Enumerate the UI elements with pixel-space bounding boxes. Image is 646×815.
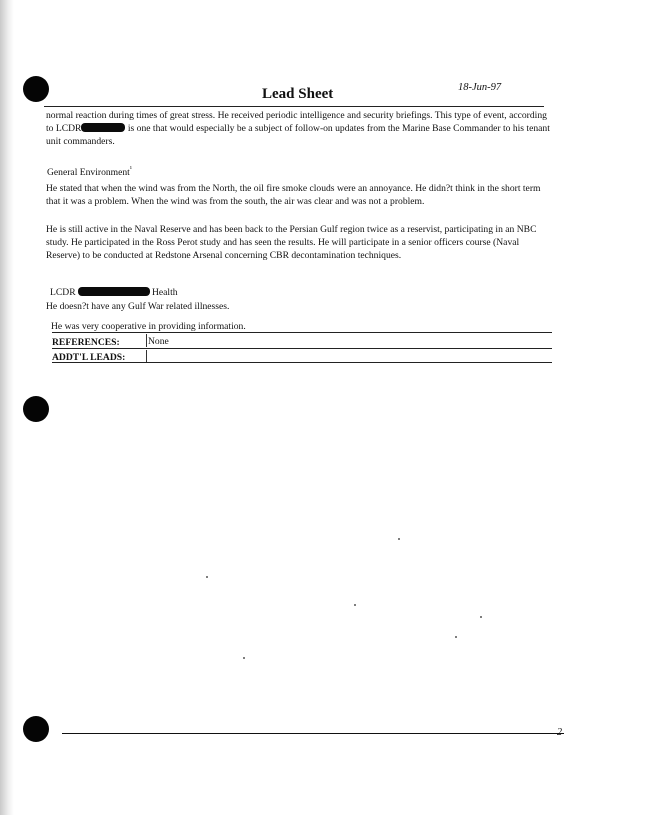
scan-speck [398,538,400,540]
references-value: None [148,336,169,347]
header-rule [44,106,544,107]
section-heading [47,165,132,178]
paragraph-closing: He was very cooperative in providing information. [51,321,246,332]
references-label: REFERENCES: [52,337,120,348]
table-divider [146,350,147,362]
redaction-mark [81,123,125,132]
table-rule [52,348,552,349]
scan-edge-shadow [0,0,14,815]
paragraph-environment: He stated that when the wind was from the North, the oil fire smoke clouds were an annoyance. He didn?t think in the short term that it was a problem. When the wind was from the south, the air was clear and was not a problem. [46,183,541,207]
leads-label: ADDT'L LEADS: [52,352,126,363]
scan-speck [206,576,208,578]
paragraph-text: normal reaction during times of great stress. He received periodic intelligence and security briefings. This type of event, according to LCDR [46,110,547,134]
binder-hole [23,396,49,422]
page-number: 2 [557,727,562,738]
paragraph-reserve: He is still active in the Naval Reserve and has been back to the Persian Gulf region twice as a reservist, participating in an NBC study. He participated in the Ross Perot study and has seen the results. He will participate in a senior officers course (Naval Reserve) to be conducted at Redstone Arsenal concerning CBR decontamination techniques. [46,224,537,261]
health-heading-suffix: Health [149,287,178,298]
scan-speck [455,636,457,638]
paragraph-briefings [46,109,554,148]
binder-hole [23,76,49,102]
binder-hole [23,716,49,742]
page-title: Lead Sheet [262,86,334,102]
table-rule [52,332,552,333]
redaction-mark [78,287,150,296]
margin-mark: ¹ [129,165,132,173]
health-heading [50,287,178,298]
section-heading-text: General Environment [47,167,130,179]
scan-speck [354,604,356,606]
document-date: 18-Jun-97 [458,82,502,93]
paragraph-text: is one that would especially be a subject of follow-on updates from the Marine Base Commander to his tenant unit commanders. [46,123,550,147]
scan-speck [480,616,482,618]
paragraph-health: He doesn?t have any Gulf War related illnesses. [46,301,230,312]
table-rule [52,362,552,363]
footer-rule [62,733,564,734]
health-heading-prefix: LCDR [50,287,76,298]
table-divider [146,334,147,347]
scan-speck [243,657,245,659]
